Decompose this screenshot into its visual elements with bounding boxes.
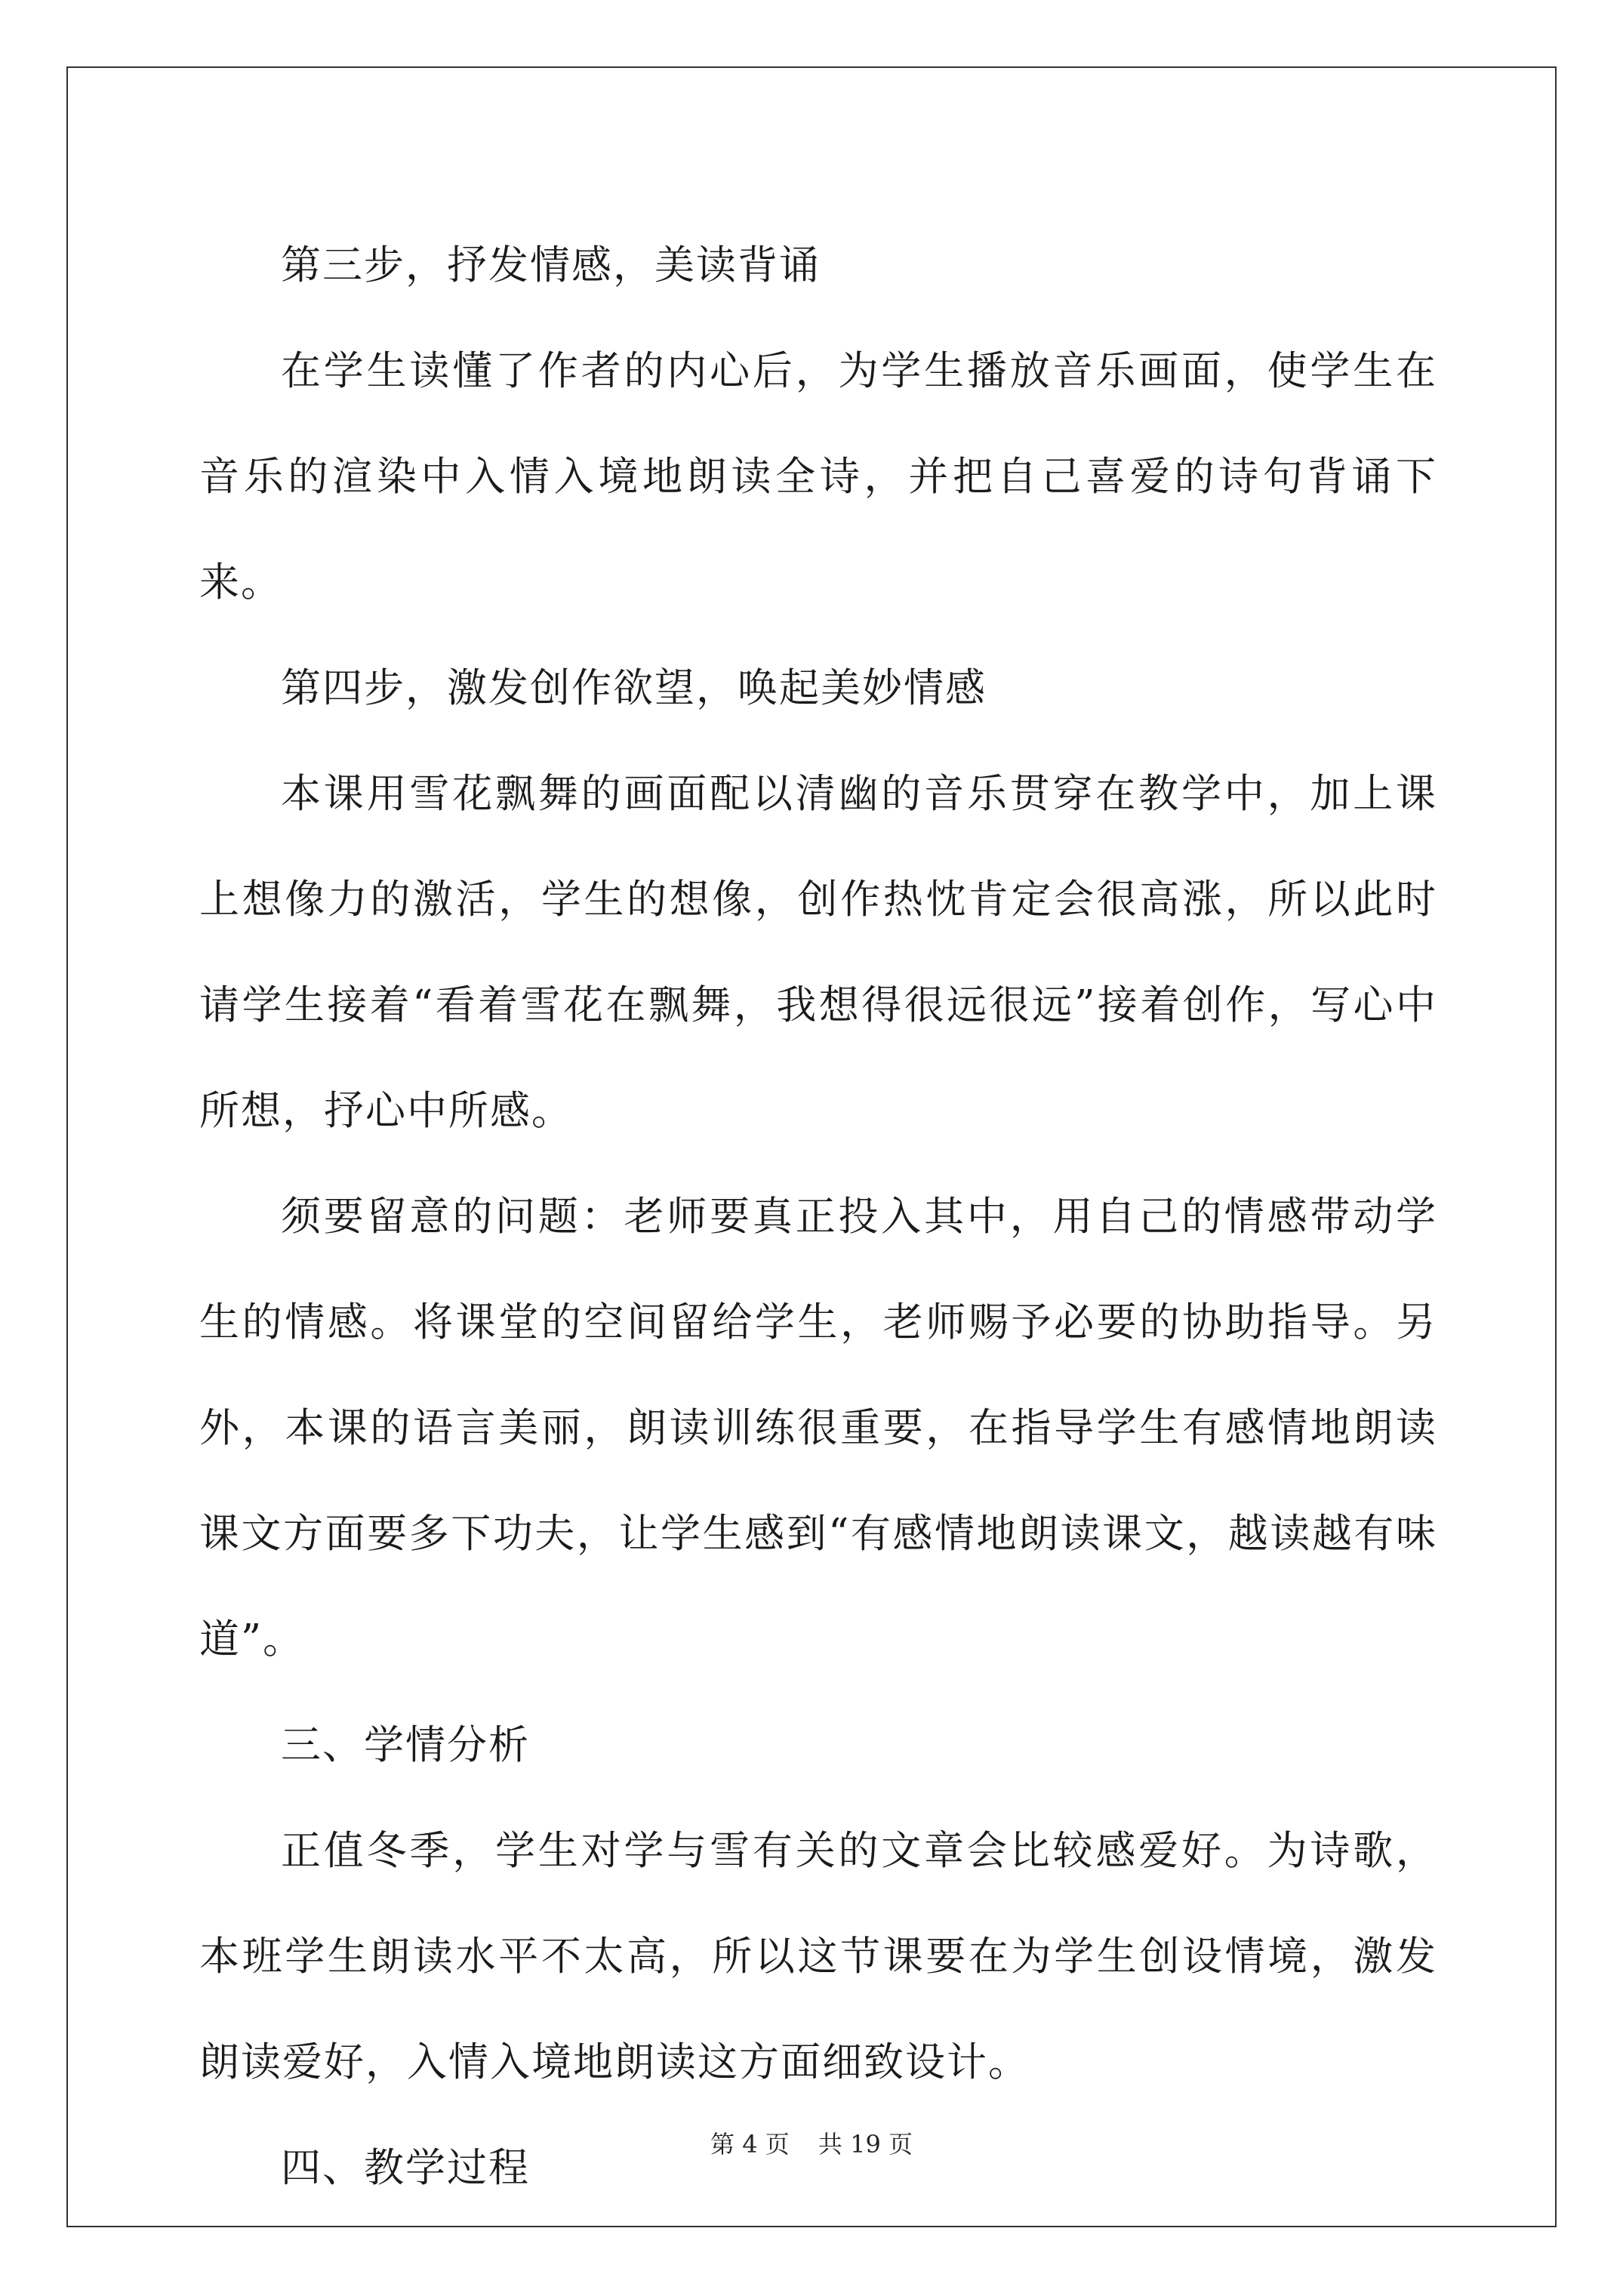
paragraph-step-three: 在学生读懂了作者的内心后，为学生播放音乐画面，使学生在音乐的渲染中入情入境地朗读全诗，并把自己喜爱的诗句背诵下来。 xyxy=(199,348,1437,606)
page-total: 共 19 页 xyxy=(818,2130,913,2159)
section-three-heading: 三、学情分析 xyxy=(281,1722,530,1768)
document-body xyxy=(199,213,1437,2221)
section-four-heading: 四、教学过程 xyxy=(281,2145,530,2191)
paragraph-step-four: 本课用雪花飘舞的画面配以清幽的音乐贯穿在教学中，加上课上想像力的激活，学生的想像，创作热忱肯定会很高涨，所以此时请学生接着“看着雪花在飘舞，我想得很远很远”接着创作，写心中所想，抒心中所感。 xyxy=(199,771,1437,1134)
step-four-heading: 第四步，激发创作欲望，唤起美妙情感 xyxy=(281,665,987,711)
paragraph-notes: 须要留意的问题：老师要真正投入其中，用自己的情感带动学生的情感。将课堂的空间留给学生，老师赐予必要的协助指导。另外，本课的语言美丽，朗读训练很重要，在指导学生有感情地朗读课文方面要多下功夫，让学生感到“有感情地朗读课文，越读越有味道”。 xyxy=(199,1194,1437,1663)
paragraph-learning-analysis: 正值冬季，学生对学与雪有关的文章会比较感爱好。为诗歌，本班学生朗读水平不太高，所以这节课要在为学生创设情境，激发朗读爱好，入情入境地朗读这方面细致设计。 xyxy=(199,1828,1437,2085)
page-footer xyxy=(0,2129,1623,2159)
step-three-heading: 第三步，抒发情感，美读背诵 xyxy=(281,242,821,288)
page-number: 第 4 页 xyxy=(710,2130,790,2159)
